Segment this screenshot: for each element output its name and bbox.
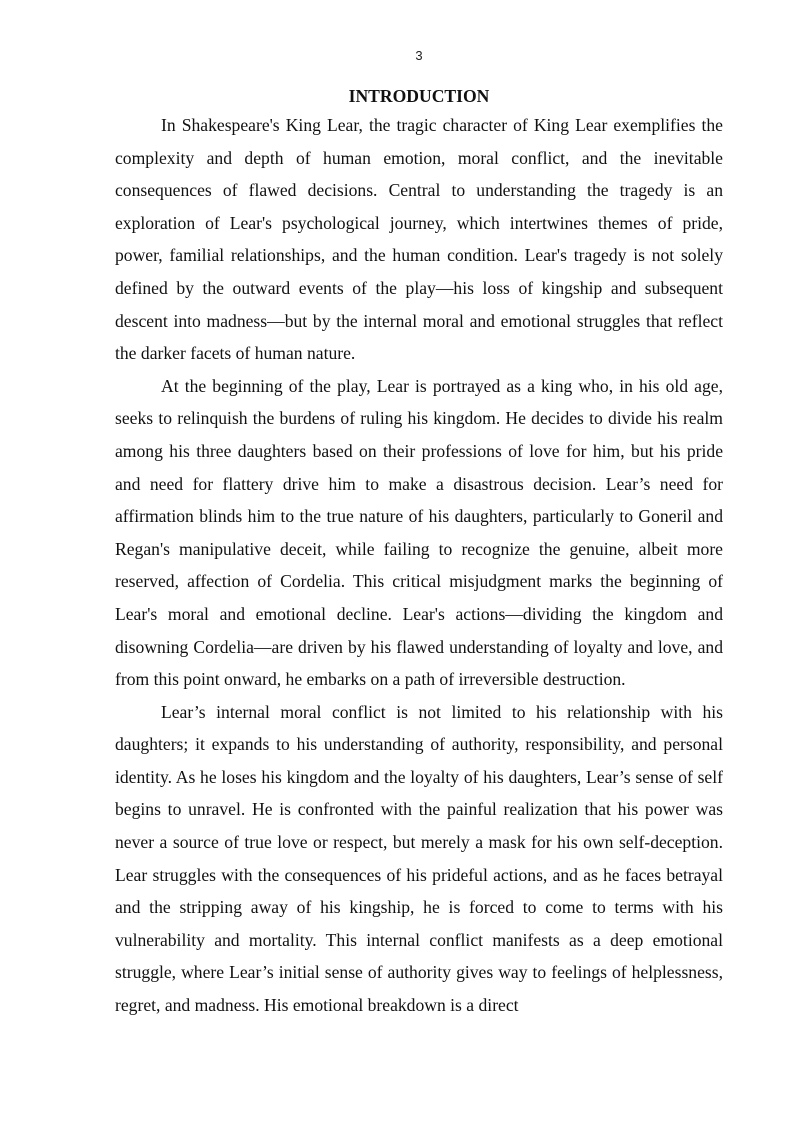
document-body [115, 83, 723, 1022]
paragraph: Lear’s internal moral conflict is not limited to his relationship with his daughters; it expands to his understanding of authority, responsibility, and personal identity. As he loses his kingdom and the loyalty of his daughters, Lear’s sense of self begins to unravel. He is confronted with the painful realization that his power was never a source of true love or respect, but merely a mask for his own self-deception. Lear struggles with the consequences of his prideful actions, and as he faces betrayal and the stripping away of his kingship, he is forced to come to terms with his vulnerability and mortality. This internal conflict manifests as a deep emotional struggle, where Lear’s initial sense of authority gives way to feelings of helplessness, regret, and madness. His emotional breakdown is a direct [115, 701, 723, 1016]
paragraph: In Shakespeare's King Lear, the tragic character of King Lear exemplifies the complexity and depth of human emotion, moral conflict, and the inevitable consequences of flawed decisions. Central to understanding the tragedy is an exploration of Lear's psychological journey, which intertwines themes of pride, power, familial relationships, and the human condition. Lear's tragedy is not solely defined by the outward events of the play—his loss of kingship and subsequent descent into madness—but by the internal moral and emotional struggles that reflect the darker facets of human nature. [115, 115, 723, 364]
section-heading: INTRODUCTION [348, 86, 490, 106]
paragraph: At the beginning of the play, Lear is portrayed as a king who, in his old age, seeks to relinquish the burdens of ruling his kingdom. He decides to divide his realm among his three daughters based on their professions of love for him, but his pride and need for flattery drive him to make a disastrous decision. Lear’s need for affirmation blinds him to the true nature of his daughters, particularly to Goneril and Regan's manipulative deceit, while failing to recognize the genuine, albeit more reserved, affection of Cordelia. This critical misjudgment marks the beginning of Lear's moral and emotional decline. Lear's actions—dividing the kingdom and disowning Cordelia—are driven by his flawed understanding of loyalty and love, and from this point onward, he embarks on a path of irreversible destruction. [115, 375, 723, 690]
page-number: 3 [415, 48, 423, 63]
